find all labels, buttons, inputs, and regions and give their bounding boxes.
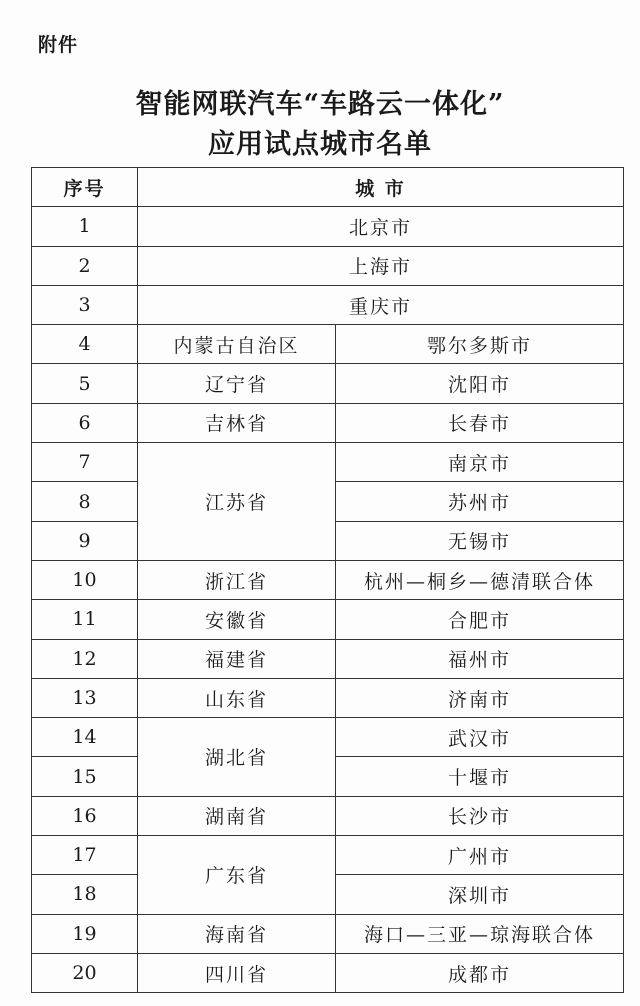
row-city: 重庆市 bbox=[138, 285, 624, 324]
row-province: 湖北省 bbox=[138, 718, 336, 797]
row-city: 济南市 bbox=[336, 678, 624, 717]
row-province: 山东省 bbox=[138, 678, 336, 717]
table-row bbox=[32, 836, 624, 875]
row-number: 16 bbox=[32, 796, 138, 835]
row-number: 17 bbox=[32, 836, 138, 875]
row-province: 吉林省 bbox=[138, 403, 336, 442]
table-row bbox=[32, 364, 624, 403]
document-title-line-2: 应用试点城市名单 bbox=[208, 129, 432, 160]
row-number: 14 bbox=[32, 718, 138, 757]
table-row bbox=[32, 246, 624, 285]
row-number: 15 bbox=[32, 757, 138, 796]
row-number: 13 bbox=[32, 678, 138, 717]
table-row bbox=[32, 443, 624, 482]
row-city: 合肥市 bbox=[336, 600, 624, 639]
row-province: 浙江省 bbox=[138, 560, 336, 599]
row-city: 南京市 bbox=[336, 443, 624, 482]
table-row bbox=[32, 403, 624, 442]
row-city: 广州市 bbox=[336, 836, 624, 875]
row-city: 十堰市 bbox=[336, 757, 624, 796]
header-number: 序号 bbox=[32, 168, 138, 207]
row-city: 沈阳市 bbox=[336, 364, 624, 403]
row-province: 福建省 bbox=[138, 639, 336, 678]
row-number: 19 bbox=[32, 914, 138, 953]
row-number: 3 bbox=[32, 285, 138, 324]
attachment-label: 附件 bbox=[38, 34, 79, 56]
table-row bbox=[32, 639, 624, 678]
row-city: 成都市 bbox=[336, 953, 624, 992]
row-number: 5 bbox=[32, 364, 138, 403]
row-province: 广东省 bbox=[138, 836, 336, 915]
row-city: 海口—三亚—琼海联合体 bbox=[336, 914, 624, 953]
row-number: 18 bbox=[32, 875, 138, 914]
table-row bbox=[32, 560, 624, 599]
row-city: 北京市 bbox=[138, 207, 624, 246]
row-number: 1 bbox=[32, 207, 138, 246]
row-city: 上海市 bbox=[138, 246, 624, 285]
table-header-row bbox=[32, 168, 624, 207]
row-city: 深圳市 bbox=[336, 875, 624, 914]
row-city: 鄂尔多斯市 bbox=[336, 325, 624, 364]
header-city: 城 市 bbox=[138, 168, 624, 207]
row-city: 苏州市 bbox=[336, 482, 624, 521]
row-province: 辽宁省 bbox=[138, 364, 336, 403]
table-row bbox=[32, 207, 624, 246]
row-number: 12 bbox=[32, 639, 138, 678]
row-number: 20 bbox=[32, 953, 138, 992]
table-row bbox=[32, 914, 624, 953]
row-city: 福州市 bbox=[336, 639, 624, 678]
row-province: 内蒙古自治区 bbox=[138, 325, 336, 364]
row-number: 10 bbox=[32, 560, 138, 599]
row-province: 四川省 bbox=[138, 953, 336, 992]
table-row bbox=[32, 285, 624, 324]
row-city: 杭州—桐乡—德清联合体 bbox=[336, 560, 624, 599]
row-number: 9 bbox=[32, 521, 138, 560]
row-city: 无锡市 bbox=[336, 521, 624, 560]
row-number: 11 bbox=[32, 600, 138, 639]
document-title-line-1: 智能网联汽车“车路云一体化” bbox=[135, 89, 505, 120]
table-row bbox=[32, 718, 624, 757]
table-row bbox=[32, 600, 624, 639]
pilot-city-table bbox=[31, 167, 624, 993]
table-row bbox=[32, 953, 624, 992]
row-number: 4 bbox=[32, 325, 138, 364]
row-province: 安徽省 bbox=[138, 600, 336, 639]
row-number: 2 bbox=[32, 246, 138, 285]
row-number: 8 bbox=[32, 482, 138, 521]
table-row bbox=[32, 325, 624, 364]
row-province: 湖南省 bbox=[138, 796, 336, 835]
table-row bbox=[32, 796, 624, 835]
row-city: 武汉市 bbox=[336, 718, 624, 757]
row-province: 海南省 bbox=[138, 914, 336, 953]
table-row bbox=[32, 678, 624, 717]
row-city: 长春市 bbox=[336, 403, 624, 442]
row-city: 长沙市 bbox=[336, 796, 624, 835]
row-number: 7 bbox=[32, 443, 138, 482]
row-province: 江苏省 bbox=[138, 443, 336, 561]
row-number: 6 bbox=[32, 403, 138, 442]
